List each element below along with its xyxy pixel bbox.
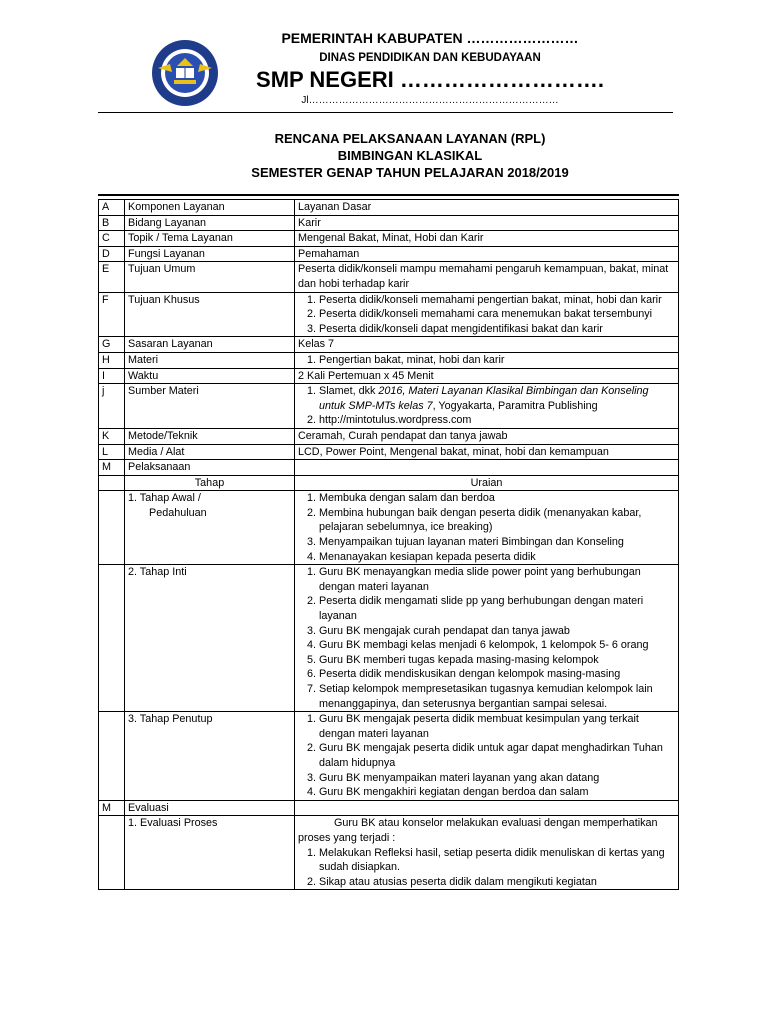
list-item: 4. Guru BK mengakhiri kegiatan dengan berdoa dan salam — [319, 785, 675, 800]
stage-row — [99, 491, 679, 565]
list-item: 2. Peserta didik mengamati slide pp yang berhubungan dengan materi layanan — [319, 594, 675, 623]
row-code: F — [99, 292, 125, 337]
row-value: Layanan Dasar — [295, 200, 679, 216]
school-logo — [150, 38, 220, 108]
row-code: j — [99, 384, 125, 429]
row-code: I — [99, 368, 125, 384]
table-row — [99, 246, 679, 262]
row-label: Topik / Tema Layanan — [125, 231, 295, 247]
list-item: 2. Sikap atau atusias peserta didik dalam mengikuti kegiatan — [319, 875, 675, 890]
evaluation-intro: Guru BK atau konselor melakukan evaluasi dengan memperhatikan proses yang terjadi : — [298, 817, 658, 844]
list-item: 3. Guru BK mengajak curah pendapat dan tanya jawab — [319, 624, 675, 639]
row-code: G — [99, 337, 125, 353]
table-row — [99, 352, 679, 368]
row-code: L — [99, 444, 125, 460]
stage-row — [99, 565, 679, 712]
row-code: H — [99, 352, 125, 368]
row-label: Waktu — [125, 368, 295, 384]
table-row — [99, 231, 679, 247]
list-item: 1. Pengertian bakat, minat, hobi dan karir — [319, 353, 675, 368]
row-label: Media / Alat — [125, 444, 295, 460]
table-row — [99, 460, 679, 476]
row-value — [295, 352, 679, 368]
list-item: 7. Setiap kelompok mempresetasikan tugasnya kemudian kelompok lain menanggapinya, dan seterusnya bergantian sampai selesai. — [319, 682, 675, 711]
list-item: 1. Melakukan Refleksi hasil, setiap peserta didik menuliskan di kertas yang sudah disiapkan. — [319, 846, 675, 875]
source-title: 2016, Materi Layanan Klasikal Bimbingan dan Konseling untuk SMP-MTs kelas 7 — [319, 385, 649, 412]
stage-label: 3. Tahap Penutup — [125, 712, 295, 801]
row-value — [295, 800, 679, 816]
spacer-cell — [99, 565, 125, 712]
stage-steps — [298, 565, 675, 711]
rpl-table — [98, 199, 679, 890]
stage-steps — [298, 712, 675, 800]
row-value — [295, 292, 679, 337]
stage-label-line: Pedahuluan — [149, 506, 207, 519]
row-code: M — [99, 800, 125, 816]
row-label: Sasaran Layanan — [125, 337, 295, 353]
document-semester: SEMESTER GENAP TAHUN PELAJARAN 2018/2019 — [251, 165, 569, 180]
stage-description — [295, 491, 679, 565]
list-item: 2. Guru BK mengajak peserta didik untuk agar dapat menghadirkan Tuhan dalam hidupnya — [319, 741, 675, 770]
stage-label: 2. Tahap Inti — [125, 565, 295, 712]
letterhead-school-name: SMP NEGERI ………………………. — [256, 67, 604, 92]
source-author: Slamet, dkk — [319, 385, 379, 398]
table-row — [99, 292, 679, 337]
row-label: Metode/Teknik — [125, 428, 295, 444]
row-code: C — [99, 231, 125, 247]
list-item: 2. Membina hubungan baik dengan peserta didik (menanyakan kabar, pelajaran sebelumnya, ice breaking) — [319, 506, 675, 535]
source-publisher: , Yogyakarta, Paramitra Publishing — [432, 399, 598, 412]
table-row — [99, 337, 679, 353]
evaluation-process-description — [295, 816, 679, 890]
table-row — [99, 384, 679, 429]
list-item: 1. Guru BK mengajak peserta didik membuat kesimpulan yang terkait dengan materi layanan — [319, 712, 675, 741]
stage-steps — [298, 491, 675, 564]
description-column-header: Uraian — [295, 475, 679, 491]
stage-row — [99, 712, 679, 801]
table-row — [99, 215, 679, 231]
table-row — [99, 444, 679, 460]
row-label: Komponen Layanan — [125, 200, 295, 216]
row-label: Bidang Layanan — [125, 215, 295, 231]
document-title: RENCANA PELAKSANAAN LAYANAN (RPL) — [274, 131, 546, 146]
row-value: Ceramah, Curah pendapat dan tanya jawab — [295, 428, 679, 444]
letterhead-government: PEMERINTAH KABUPATEN …………………… — [281, 30, 579, 46]
stage-column-header: Tahap — [125, 475, 295, 491]
row-label: Pelaksanaan — [125, 460, 295, 476]
document-subtitle: BIMBINGAN KLASIKAL — [337, 148, 483, 163]
row-value: 2 Kali Pertemuan x 45 Menit — [295, 368, 679, 384]
list-item: 1. Membuka dengan salam dan berdoa — [319, 491, 675, 506]
row-label: Evaluasi — [125, 800, 295, 816]
row-value: Kelas 7 — [295, 337, 679, 353]
table-row — [99, 816, 679, 890]
list-item: 5. Guru BK memberi tugas kepada masing-masing kelompok — [319, 653, 675, 668]
spacer-cell — [99, 491, 125, 565]
objective-list — [298, 293, 675, 337]
list-item: 4. Menanayakan kesiapan kepada peserta didik — [319, 550, 675, 565]
stage-description — [295, 565, 679, 712]
evaluation-list — [298, 846, 675, 890]
row-code: E — [99, 262, 125, 292]
list-item: 2. http://mintotulus.wordpress.com — [319, 413, 675, 428]
spacer-cell — [99, 816, 125, 890]
row-value — [295, 384, 679, 429]
row-label: Materi — [125, 352, 295, 368]
list-item: 3. Menyampaikan tujuan layanan materi Bimbingan dan Konseling — [319, 535, 675, 550]
row-label: Sumber Materi — [125, 384, 295, 429]
list-item: 2. Peserta didik/konseli memahami cara menemukan bakat tersembunyi — [319, 307, 675, 322]
evaluation-process-label: 1. Evaluasi Proses — [125, 816, 295, 890]
list-item: 4. Guru BK membagi kelas menjadi 6 kelompok, 1 kelompok 5- 6 orang — [319, 638, 675, 653]
row-label: Tujuan Umum — [125, 262, 295, 292]
letterhead-address: Jl………………………………………………………………… — [301, 95, 559, 106]
row-value — [295, 460, 679, 476]
row-code: D — [99, 246, 125, 262]
row-value: LCD, Power Point, Mengenal bakat, minat, hobi dan kemampuan — [295, 444, 679, 460]
stage-header-row — [99, 475, 679, 491]
material-list — [298, 353, 675, 368]
row-code: K — [99, 428, 125, 444]
letterhead-department: DINAS PENDIDIKAN DAN KEBUDAYAAN — [319, 52, 541, 64]
spacer-cell — [99, 712, 125, 801]
list-item: 1. Guru BK menayangkan media slide power point yang berhubungan dengan materi layanan — [319, 565, 675, 594]
row-value: Karir — [295, 215, 679, 231]
title-divider — [98, 194, 679, 196]
spacer-cell — [99, 475, 125, 491]
list-item: 1. Peserta didik/konseli memahami pengertian bakat, minat, hobi dan karir — [319, 293, 675, 308]
row-code: B — [99, 215, 125, 231]
stage-description — [295, 712, 679, 801]
row-label: Tujuan Khusus — [125, 292, 295, 337]
list-item: 3. Guru BK menyampaikan materi layanan yang akan datang — [319, 771, 675, 786]
list-item: 3. Peserta didik/konseli dapat mengidentifikasi bakat dan karir — [319, 322, 675, 337]
source-list — [298, 384, 675, 428]
row-label: Fungsi Layanan — [125, 246, 295, 262]
row-value: Mengenal Bakat, Minat, Hobi dan Karir — [295, 231, 679, 247]
table-row — [99, 200, 679, 216]
table-row — [99, 800, 679, 816]
row-value: Peserta didik/konseli mampu memahami pengaruh kemampuan, bakat, minat dan hobi terhadap karir — [295, 262, 679, 292]
table-row — [99, 368, 679, 384]
row-code: A — [99, 200, 125, 216]
list-item: 6. Peserta didik mendiskusikan dengan kelompok masing-masing — [319, 667, 675, 682]
stage-label — [125, 491, 295, 565]
stage-label-line: 1. Tahap Awal / — [128, 492, 201, 505]
row-code: M — [99, 460, 125, 476]
letterhead-divider — [98, 112, 673, 113]
table-row — [99, 428, 679, 444]
row-value: Pemahaman — [295, 246, 679, 262]
table-row — [99, 262, 679, 292]
list-item — [319, 384, 675, 413]
